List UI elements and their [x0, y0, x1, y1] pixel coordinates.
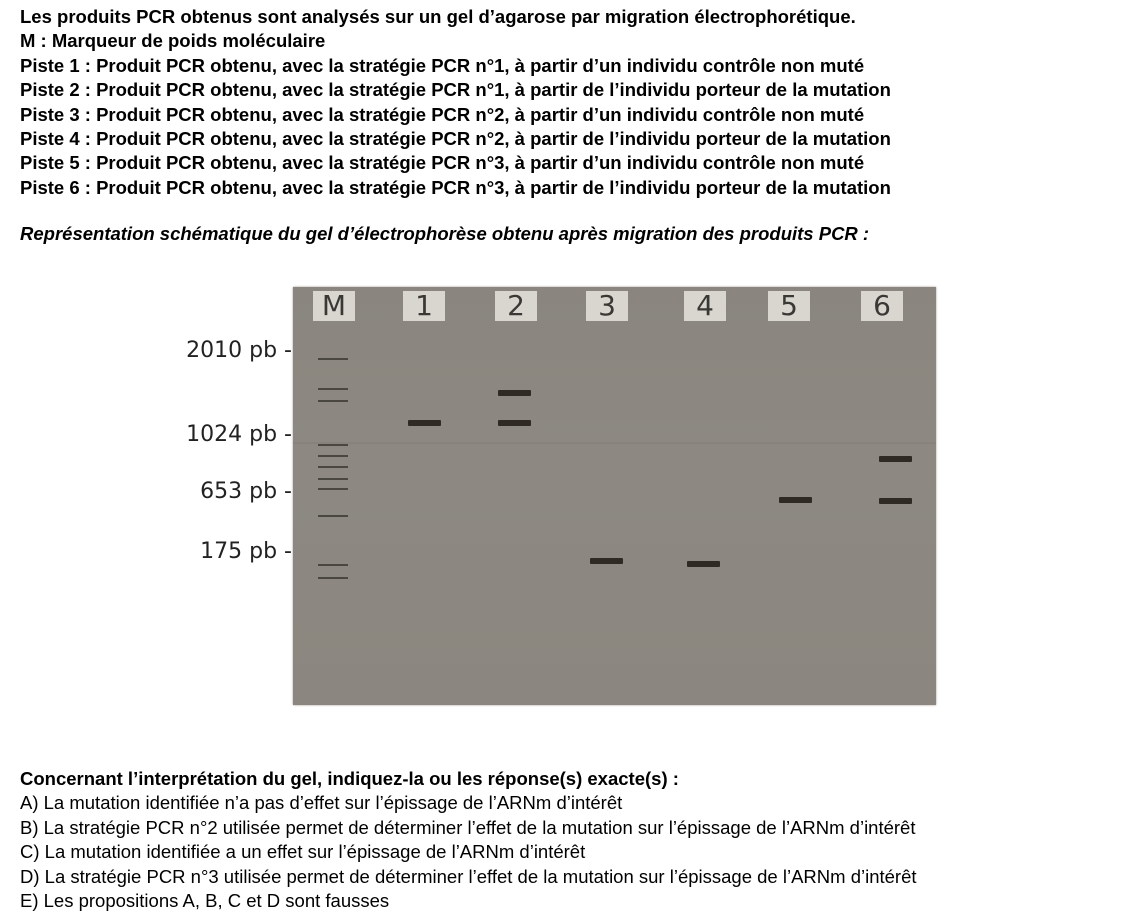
option-d: D) La stratégie PCR n°3 utilisée permet de déterminer l’effet de la mutation sur l’épissage de l’ARNm d’intérêt [20, 865, 917, 887]
question-block [20, 767, 917, 913]
band-lane-5-653bp [779, 497, 812, 503]
band-lane-6-653bp [879, 498, 912, 504]
marker-band [318, 564, 348, 566]
lane-label-1: 1 [403, 291, 445, 321]
band-lane-1-1024bp [408, 420, 441, 426]
band-lane-2-1024bp [498, 420, 531, 426]
option-c: C) La mutation identifiée a un effet sur l’épissage de l’ARNm d’intérêt [20, 841, 586, 863]
marker-band [318, 358, 348, 360]
size-label-1024: 1024 pb - [186, 422, 292, 447]
size-label-175: 175 pb - [200, 539, 292, 564]
intro-line: Piste 5 : Produit PCR obtenu, avec la stratégie PCR n°3, à partir d’un individu contrôle non muté [20, 152, 865, 174]
marker-band [318, 400, 348, 402]
band-lane-3-175bp [590, 558, 623, 564]
size-label-2010: 2010 pb - [186, 338, 292, 363]
intro-line: Piste 6 : Produit PCR obtenu, avec la stratégie PCR n°3, à partir de l’individu porteur de la mutation [20, 176, 891, 198]
intro-text [20, 5, 891, 200]
marker-band [318, 466, 348, 468]
marker-band [318, 444, 348, 446]
question-title: Concernant l’interprétation du gel, indiquez-la ou les réponse(s) exacte(s) : [20, 768, 679, 789]
lane-label-2: 2 [495, 291, 537, 321]
intro-line: M : Marqueur de poids moléculaire [20, 30, 326, 52]
lane-label-5: 5 [768, 291, 810, 321]
option-a: A) La mutation identifiée n’a pas d’effet sur l’épissage de l’ARNm d’intérêt [20, 792, 623, 814]
gel-caption: Représentation schématique du gel d’électrophorèse obtenu après migration des produits PCR : [20, 223, 870, 244]
marker-band [318, 388, 348, 390]
gel-figure [180, 280, 960, 720]
intro-line: Piste 2 : Produit PCR obtenu, avec la stratégie PCR n°1, à partir de l’individu porteur de la mutation [20, 79, 891, 101]
lane-label-m: M [313, 291, 355, 321]
gel-image [293, 287, 936, 705]
band-lane-2-upper [498, 390, 531, 396]
band-lane-6-upper [879, 456, 912, 462]
marker-band [318, 577, 348, 579]
lane-label-4: 4 [684, 291, 726, 321]
option-b: B) La stratégie PCR n°2 utilisée permet de déterminer l’effet de la mutation sur l’épissage de l’ARNm d’intérêt [20, 816, 916, 838]
intro-line: Piste 1 : Produit PCR obtenu, avec la stratégie PCR n°1, à partir d’un individu contrôle non muté [20, 54, 865, 76]
marker-band [318, 488, 348, 490]
band-lane-4-175bp [687, 561, 720, 567]
lane-label-3: 3 [586, 291, 628, 321]
option-e: E) Les propositions A, B, C et D sont fausses [20, 890, 390, 912]
marker-band [318, 515, 348, 517]
intro-line: Les produits PCR obtenus sont analysés sur un gel d’agarose par migration électrophorétique. [20, 6, 856, 27]
intro-line: Piste 4 : Produit PCR obtenu, avec la stratégie PCR n°2, à partir de l’individu porteur de la mutation [20, 128, 891, 150]
marker-band [318, 478, 348, 480]
lane-label-6: 6 [861, 291, 903, 321]
marker-band [318, 455, 348, 457]
size-label-653: 653 pb - [200, 479, 292, 504]
intro-line: Piste 3 : Produit PCR obtenu, avec la stratégie PCR n°2, à partir d’un individu contrôle non muté [20, 103, 865, 125]
